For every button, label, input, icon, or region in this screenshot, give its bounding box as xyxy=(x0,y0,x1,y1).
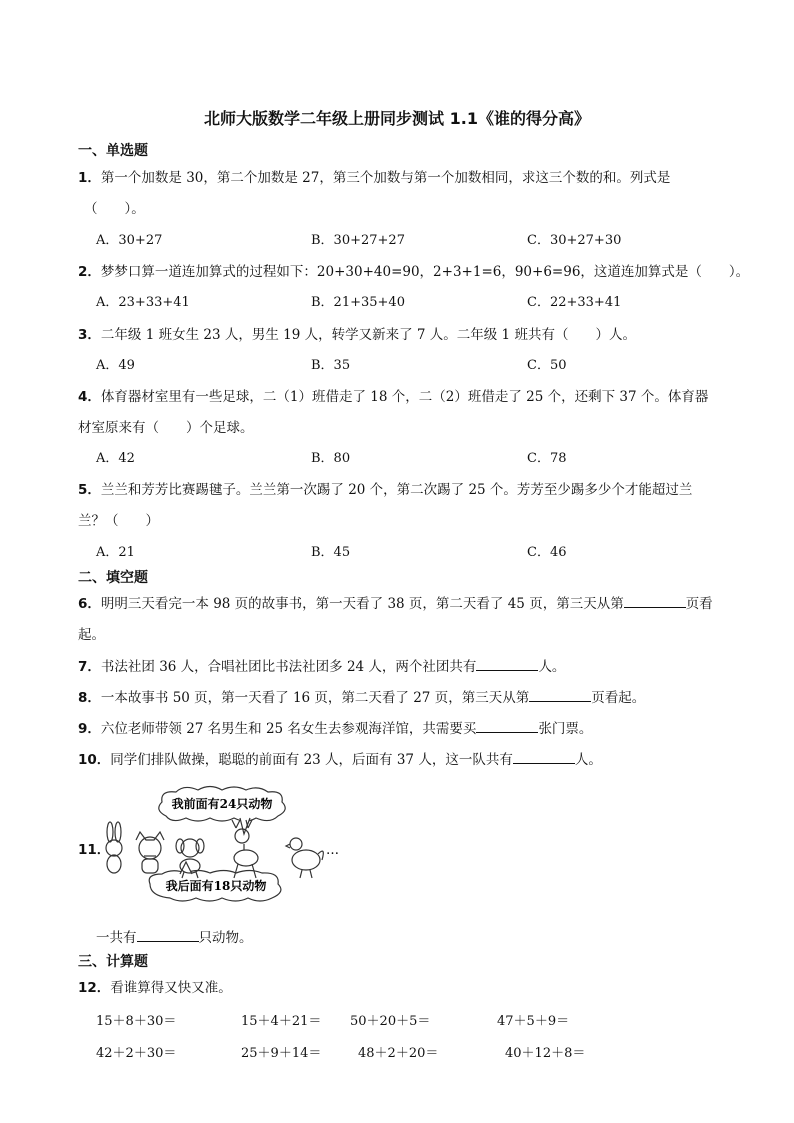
option-c: C．78 xyxy=(527,451,567,466)
option-a: A．42 xyxy=(96,451,135,466)
calc-item: 48＋2＋20＝ xyxy=(358,1046,439,1061)
option-b: B．45 xyxy=(311,545,351,560)
question-7 xyxy=(78,655,565,675)
question-9 xyxy=(78,717,592,737)
option-c: C．46 xyxy=(527,545,567,560)
option-a: A．23+33+41 xyxy=(96,295,190,310)
calc-item: 40＋12＋8＝ xyxy=(505,1046,586,1061)
question-number: 4． xyxy=(78,389,101,405)
question-3 xyxy=(78,323,636,343)
answer-blank[interactable] xyxy=(476,658,538,671)
question-text-end: 只动物。 xyxy=(198,930,253,946)
option-a: A．21 xyxy=(96,545,135,560)
question-2 xyxy=(78,260,749,280)
option-b: B．21+35+40 xyxy=(311,295,405,310)
option-a: A．49 xyxy=(96,358,135,373)
question-number: 12． xyxy=(78,980,111,996)
question-text-end: 人。 xyxy=(574,752,602,768)
question-number: 9． xyxy=(78,721,101,737)
question-number: 7． xyxy=(78,659,101,675)
question-number: 5． xyxy=(78,482,101,498)
question-text: 看谁算得又快又准。 xyxy=(110,980,232,996)
question-4 xyxy=(78,385,708,405)
question-text: 六位老师带领 27 名男生和 25 名女生去参观海洋馆，共需要买 xyxy=(100,721,477,737)
answer-blank[interactable] xyxy=(624,595,686,608)
question-1-continuation: （ ）。 xyxy=(84,201,145,217)
question-text: 明明三天看完一本 98 页的故事书，第一天看了 38 页，第二天看了 45 页，第三天从第 xyxy=(100,596,624,612)
option-c: C．22+33+41 xyxy=(527,295,622,310)
answer-blank[interactable] xyxy=(476,720,538,733)
question-6 xyxy=(78,592,713,612)
question-text-end: 张门票。 xyxy=(538,721,593,737)
question-11-number: 11． xyxy=(78,842,111,858)
calc-item: 25＋9＋14＝ xyxy=(241,1046,322,1061)
question-4-continuation: 材室原来有（ ）个足球。 xyxy=(78,420,254,436)
option-c: C．50 xyxy=(527,358,567,373)
question-text-end: 页看起。 xyxy=(591,690,646,706)
answer-blank[interactable] xyxy=(513,751,575,764)
question-number: 10． xyxy=(78,752,111,768)
calc-item: 50＋20＋5＝ xyxy=(350,1014,431,1029)
calc-item: 15＋4＋21＝ xyxy=(241,1014,322,1029)
question-text: 同学们排队做操，聪聪的前面有 23 人，后面有 37 人，这一队共有 xyxy=(110,752,513,768)
cat-icon xyxy=(136,832,164,873)
question-text: 二年级 1 班女生 23 人，男生 19 人，转学又新来了 7 人。二年级 1 班共有（ ）人。 xyxy=(100,327,636,343)
option-a: A．30+27 xyxy=(96,233,163,248)
section-heading-calculation: 三、计算题 xyxy=(78,954,148,970)
question-number: 8． xyxy=(78,690,101,706)
bubble-bottom-text: 我后面有18只动物 xyxy=(165,879,267,893)
chicken-icon xyxy=(286,838,323,878)
calc-item: 42＋2＋30＝ xyxy=(96,1046,177,1061)
question-text: 兰兰和芳芳比赛踢毽子。兰兰第一次踢了 20 个，第二次踢了 25 个。芳芳至少踢多少个才能超过兰 xyxy=(100,482,693,498)
bubble-top-text: 我前面有24只动物 xyxy=(171,797,273,811)
question-text: 书法社团 36 人，合唱社团比书法社团多 24 人，两个社团共有 xyxy=(100,659,477,675)
question-8 xyxy=(78,686,645,706)
speech-bubble-top xyxy=(159,787,285,835)
question-text: 体育器材室里有一些足球，二（1）班借走了 18 个，二（2）班借走了 25 个，还剩下 37 个。体育器 xyxy=(100,389,709,405)
question-number: 2． xyxy=(78,264,101,280)
question-text: 一本故事书 50 页，第一天看了 16 页，第二天看了 27 页，第三天从第 xyxy=(100,690,530,706)
question-text: 梦梦口算一道连加算式的过程如下：20+30+40=90，2+3+1=6，90+6=96，这道连加算式是（ ）。 xyxy=(100,264,750,280)
calc-item: 47＋5＋9＝ xyxy=(497,1014,570,1029)
question-text: 一共有 xyxy=(96,930,137,946)
speech-bubble-bottom xyxy=(149,862,281,901)
question-12 xyxy=(78,976,232,996)
option-b: B．80 xyxy=(311,451,351,466)
option-b: B．30+27+27 xyxy=(311,233,405,248)
rabbit-icon xyxy=(106,822,122,873)
question-number: 1． xyxy=(78,170,101,186)
calc-item: 15＋8＋30＝ xyxy=(96,1014,177,1029)
question-number: 6． xyxy=(78,596,101,612)
question-10 xyxy=(78,748,602,768)
question-text-end: 人。 xyxy=(538,659,566,675)
section-heading-fill-in: 二、填空题 xyxy=(78,570,148,586)
section-heading-single-choice: 一、单选题 xyxy=(78,143,148,159)
ellipsis: … xyxy=(326,843,339,858)
page-title: 北师大版数学二年级上册同步测试 1.1《谁的得分高》 xyxy=(204,109,590,128)
question-1 xyxy=(78,166,670,186)
question-number: 3． xyxy=(78,327,101,343)
question-11-answer-line xyxy=(96,926,253,946)
answer-blank[interactable] xyxy=(529,689,591,702)
question-5 xyxy=(78,478,692,498)
question-text-end: 页看 xyxy=(685,596,713,612)
question-text: 第一个加数是 30，第二个加数是 27，第三个加数与第一个加数相同，求这三个数的和。列式是 xyxy=(100,170,671,186)
answer-blank[interactable] xyxy=(137,929,199,942)
animal-line-illustration xyxy=(100,784,360,908)
question-5-continuation: 兰？（ ） xyxy=(78,513,159,529)
option-c: C．30+27+30 xyxy=(527,233,622,248)
question-6-continuation: 起。 xyxy=(78,627,105,643)
option-b: B．35 xyxy=(311,358,351,373)
